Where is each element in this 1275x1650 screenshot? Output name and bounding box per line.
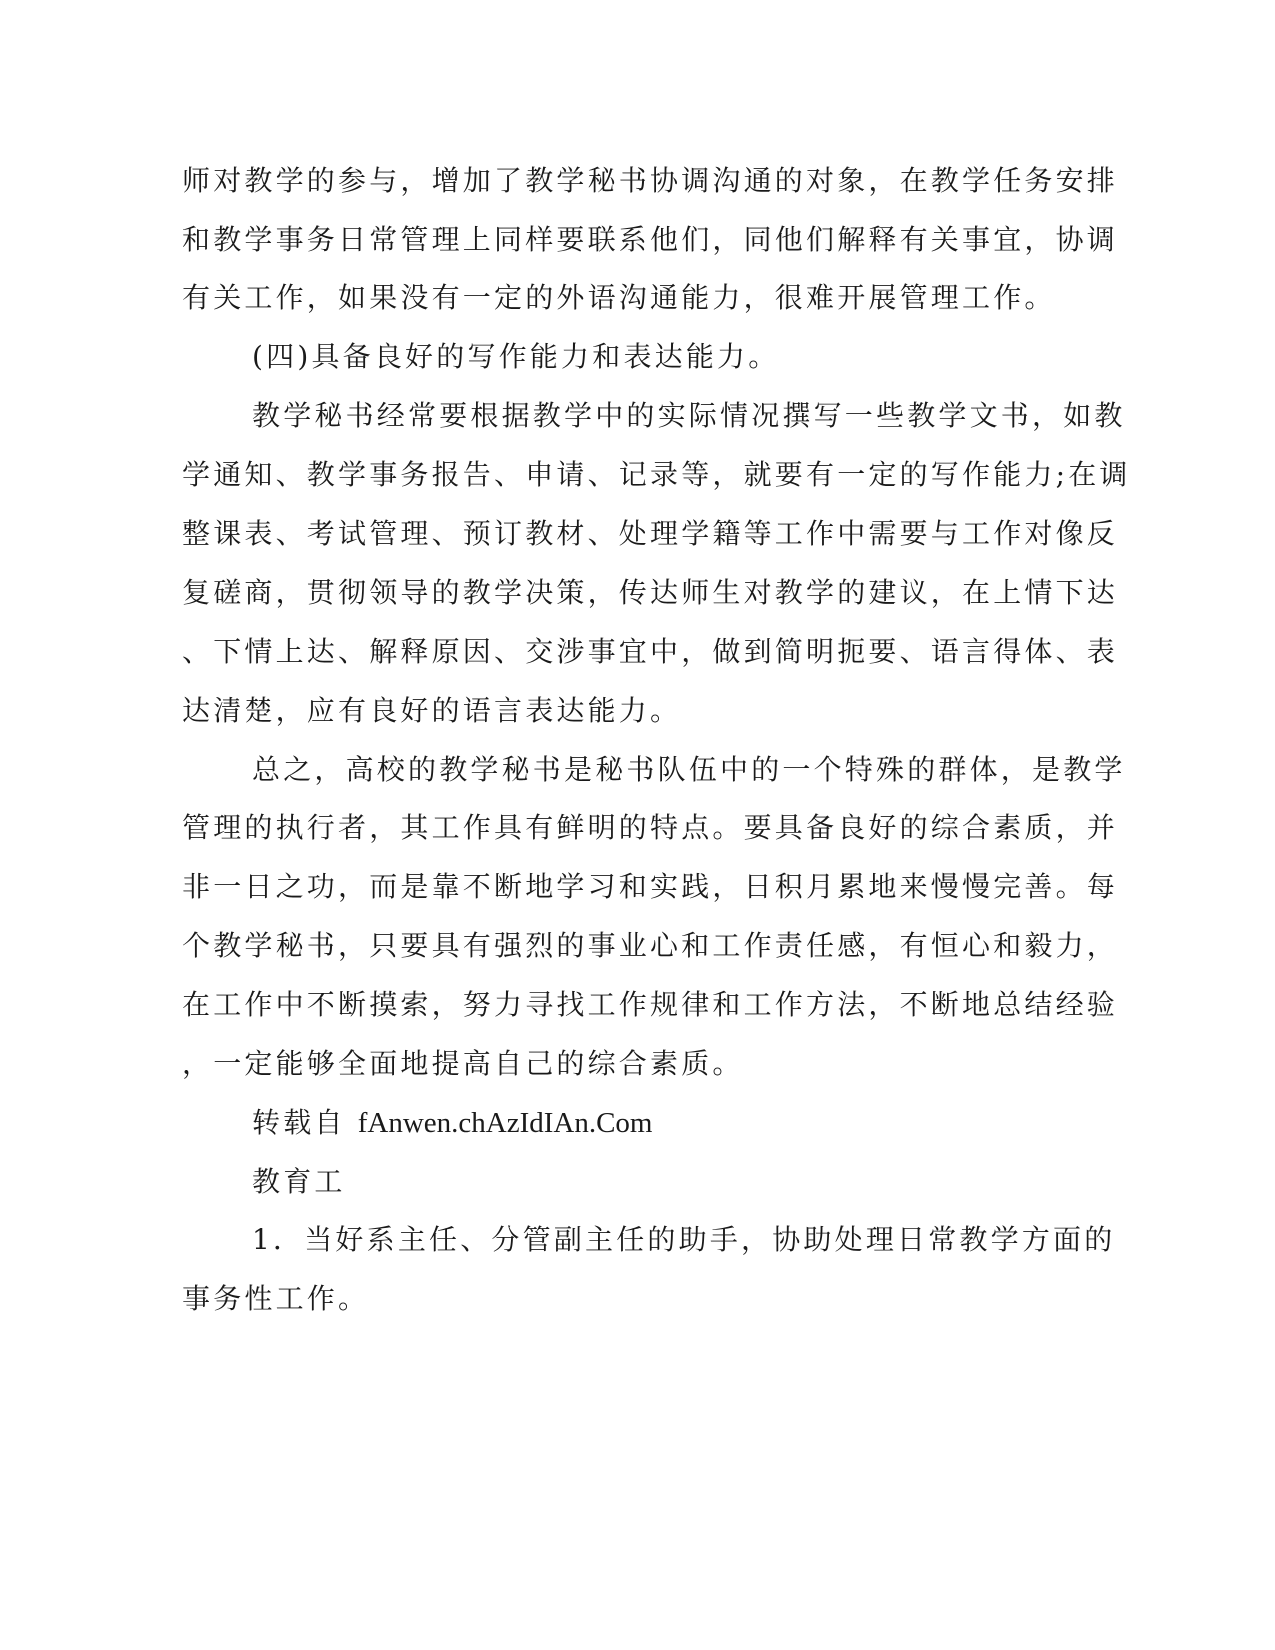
text-line: 管理的执行者，其工作具有鲜明的特点。要具备良好的综合素质，并 [182,811,1119,844]
text-line: ，一定能够全面地提高自己的综合素质。 [182,1047,744,1080]
source-prefix: 转载自 [252,1106,346,1139]
text-line: 总之，高校的教学秘书是秘书队伍中的一个特殊的群体，是教学 [252,753,1126,786]
text-line: 、下情上达、解释原因、交涉事宜中，做到简明扼要、语言得体、表 [182,635,1119,668]
source-url: fAnwen.chAzIdIAn.Com [357,1107,653,1139]
text-line: 在工作中不断摸索，努力寻找工作规律和工作方法，不断地总结经验 [182,988,1119,1021]
text-line: 整课表、考试管理、预订教材、处理学籍等工作中需要与工作对像反 [182,517,1119,550]
list-item: 1．当好系主任、分管副主任的助手，协助处理日常教学方面的 [252,1223,1116,1256]
text-line: 非一日之功，而是靠不断地学习和实践，日积月累地来慢慢完善。每 [182,870,1119,903]
source-line [252,1105,652,1141]
text-line: 学通知、教学事务报告、申请、记录等，就要有一定的写作能力;在调 [182,458,1131,491]
text-line: 复磋商，贯彻领导的教学决策，传达师生对教学的建议，在上情下达 [182,576,1119,609]
text-line: 个教学秘书，只要具有强烈的事业心和工作责任感，有恒心和毅力， [182,929,1119,962]
text-line: 师对教学的参与，增加了教学秘书协调沟通的对象，在教学任务安排 [182,164,1119,197]
text-line: 教学秘书经常要根据教学中的实际情况撰写一些教学文书，如教 [252,399,1126,432]
section-heading: (四)具备良好的写作能力和表达能力。 [252,340,780,373]
text-line: 和教学事务日常管理上同样要联系他们，同他们解释有关事宜，协调 [182,223,1119,256]
subheading: 教育工 [252,1165,346,1198]
list-item-continuation: 事务性工作。 [182,1282,370,1315]
text-line: 有关工作，如果没有一定的外语沟通能力，很难开展管理工作。 [182,281,1056,314]
text-line: 达清楚，应有良好的语言表达能力。 [182,694,682,727]
